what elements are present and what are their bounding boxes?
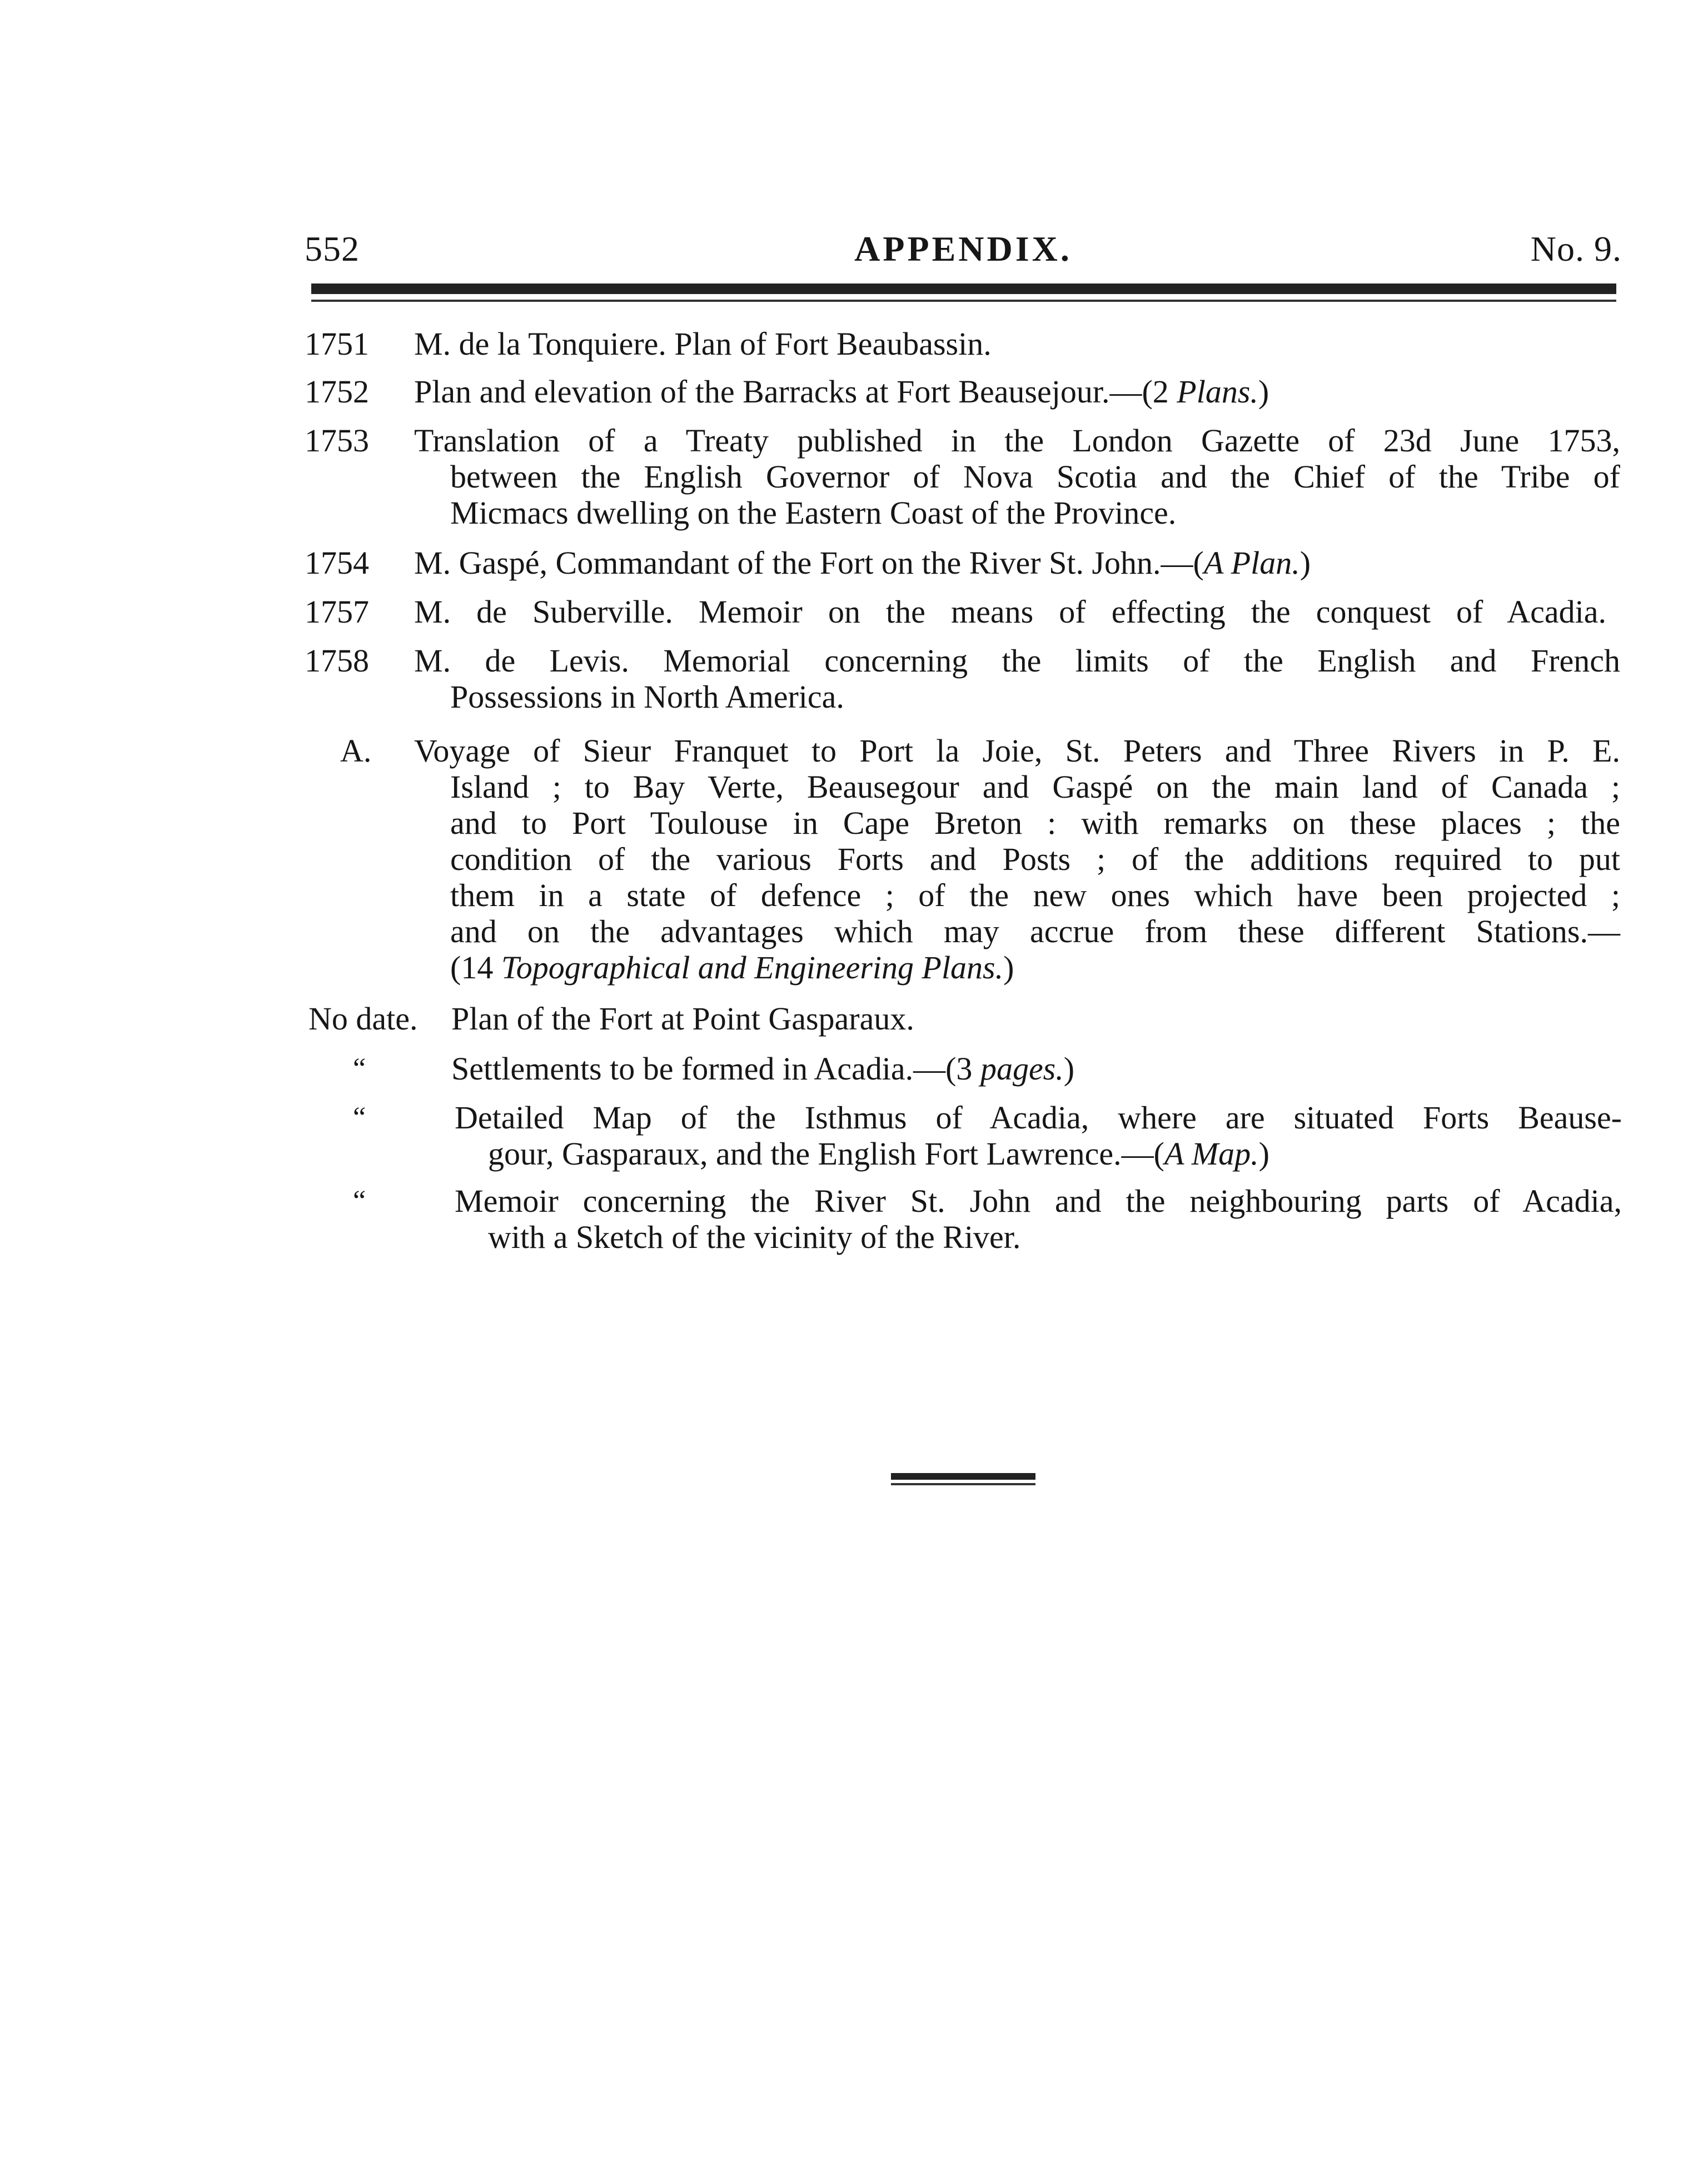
entry-text-italic: pages. <box>980 1051 1064 1087</box>
entry-text: gour, Gasparaux, and the English Fort Lawrence.—( <box>488 1136 1164 1172</box>
entry-year: 1754 <box>305 545 369 581</box>
entry-text-italic: A Plan. <box>1203 545 1300 581</box>
entry-text-line <box>414 545 1311 581</box>
entry-text-line: Voyage of Sieur Franquet to Port la Joie, St. Peters and Three Rivers in P. E. <box>414 733 1620 769</box>
entry-text-line: Possessions in North America. <box>450 679 844 715</box>
entry-text: ) <box>1258 1136 1269 1172</box>
entry-text: Plan and elevation of the Barracks at Fort Beausejour.—(2 <box>414 374 1177 410</box>
entry-text: ) <box>1063 1051 1075 1087</box>
entry-text-line: between the English Governor of Nova Scotia and the Chief of the Tribe of <box>450 459 1620 495</box>
entry-letter: A. <box>340 733 372 769</box>
entry-text-line <box>414 374 1269 410</box>
entry-text: (14 <box>450 949 501 986</box>
entry-text-line: them in a state of defence ; of the new ones which have been projected ; <box>450 877 1620 913</box>
entry-text-line: Memoir concerning the River St. John and the neighbouring parts of Acadia, <box>455 1183 1622 1219</box>
entry-text-italic: A Map. <box>1164 1136 1259 1172</box>
entry-year: 1753 <box>305 422 369 459</box>
entry-text: ) <box>1003 949 1014 986</box>
entry-text-line: Micmacs dwelling on the Eastern Coast of the Province. <box>450 495 1177 531</box>
entry-text-line <box>451 1051 1074 1087</box>
entry-text-line: and on the advantages which may accrue from these different Stations.— <box>450 913 1620 949</box>
entry-text-line: and to Port Toulouse in Cape Breton : with remarks on these places ; the <box>450 805 1620 841</box>
entry-text-italic: Topographical and Engineering Plans. <box>501 949 1004 986</box>
entry-text: ) <box>1258 374 1269 410</box>
page-number: 552 <box>305 229 360 268</box>
header-rule-thin <box>311 300 1616 302</box>
entry-text-line: condition of the various Forts and Posts ; of the additions required to put <box>450 841 1620 877</box>
entry-text-line: Plan of the Fort at Point Gasparaux. <box>451 1001 914 1037</box>
header-rule-thick <box>311 283 1616 294</box>
entry-text-line: with a Sketch of the vicinity of the River. <box>488 1219 1021 1255</box>
entry-text-italic: Plans. <box>1177 374 1258 410</box>
end-rule-thin <box>891 1483 1035 1485</box>
ditto-mark: “ <box>353 1053 366 1084</box>
entry-date-label: No date. <box>308 1001 418 1037</box>
entry-text-line: Translation of a Treaty published in the London Gazette of 23d June 1753, <box>414 422 1620 459</box>
entry-text: M. Gaspé, Commandant of the Fort on the River St. John.—( <box>414 545 1204 581</box>
entry-year: 1752 <box>305 374 369 410</box>
ditto-mark: “ <box>353 1102 366 1133</box>
entry-text-line: M. de Levis. Memorial concerning the limits of the English and French <box>414 643 1620 679</box>
section-number: No. 9. <box>1530 229 1622 268</box>
entry-text-line <box>450 949 1014 986</box>
running-title: APPENDIX. <box>854 229 1072 268</box>
entry-text: ) <box>1299 545 1311 581</box>
entry-year: 1751 <box>305 326 369 362</box>
entry-year: 1757 <box>305 594 369 630</box>
entry-text-line <box>488 1136 1269 1172</box>
end-rule-thick <box>891 1473 1035 1480</box>
entry-text-line: Detailed Map of the Isthmus of Acadia, where are situated Forts Beause- <box>455 1100 1622 1136</box>
page-header <box>305 221 1622 277</box>
entry-year: 1758 <box>305 643 369 679</box>
ditto-mark: “ <box>353 1185 366 1217</box>
entry-text-line: M. de Suberville. Memoir on the means of effecting the conquest of Acadia. <box>414 594 1606 630</box>
entry-text-line: Island ; to Bay Verte, Beausegour and Gaspé on the main land of Canada ; <box>450 769 1620 805</box>
entry-text: Settlements to be formed in Acadia.—(3 <box>451 1051 980 1087</box>
entry-text-line: M. de la Tonquiere. Plan of Fort Beaubassin. <box>414 326 992 362</box>
